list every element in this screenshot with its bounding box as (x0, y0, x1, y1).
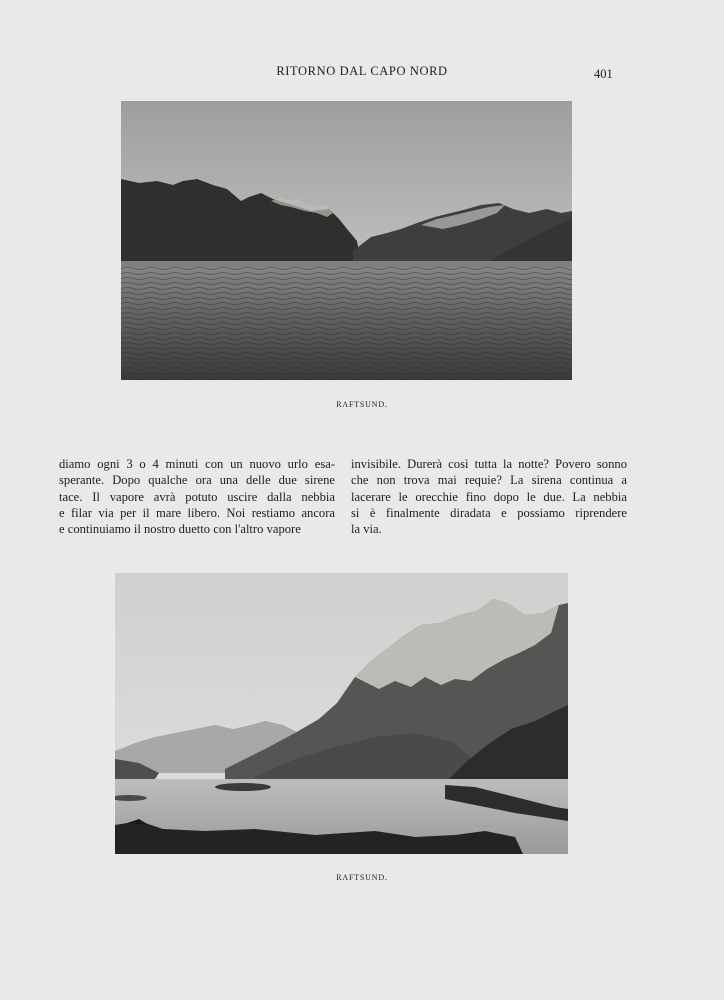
running-head: RITORNO DAL CAPO NORD (276, 64, 448, 78)
photo-raftsund-mountains (115, 573, 568, 854)
text-line: sperante. Dopo qualche ora una delle due sirene (59, 473, 335, 488)
page-number: 401 (594, 67, 613, 81)
figure-caption: RAFTSUND. (336, 873, 388, 882)
figure-caption: RAFTSUND. (336, 400, 388, 409)
text-line: si è finalmente diradata e possiamo riprendere (351, 505, 627, 520)
photo-raftsund-fjord (121, 101, 572, 380)
text-line: e filar via per il mare libero. Noi restiamo ancora (59, 505, 335, 520)
text-line: diamo ogni 3 o 4 minuti con un nuovo urlo esa- (59, 457, 335, 471)
text-column-right (351, 456, 627, 537)
text-line: lacerare le orecchie fino dopo le due. La nebbia (351, 489, 627, 504)
text-line: che non trova mai requie? La sirena continua a (351, 473, 627, 488)
text-line: tace. Il vapore avrà potuto uscire dalla nebbia (59, 489, 335, 504)
text-line: invisibile. Durerà così tutta la notte? Povero sonno (351, 457, 627, 471)
text-line: e continuiamo il nostro duetto con l'altro vapore (59, 522, 301, 537)
text-line: la via. (351, 522, 382, 537)
text-column-left (59, 456, 335, 537)
